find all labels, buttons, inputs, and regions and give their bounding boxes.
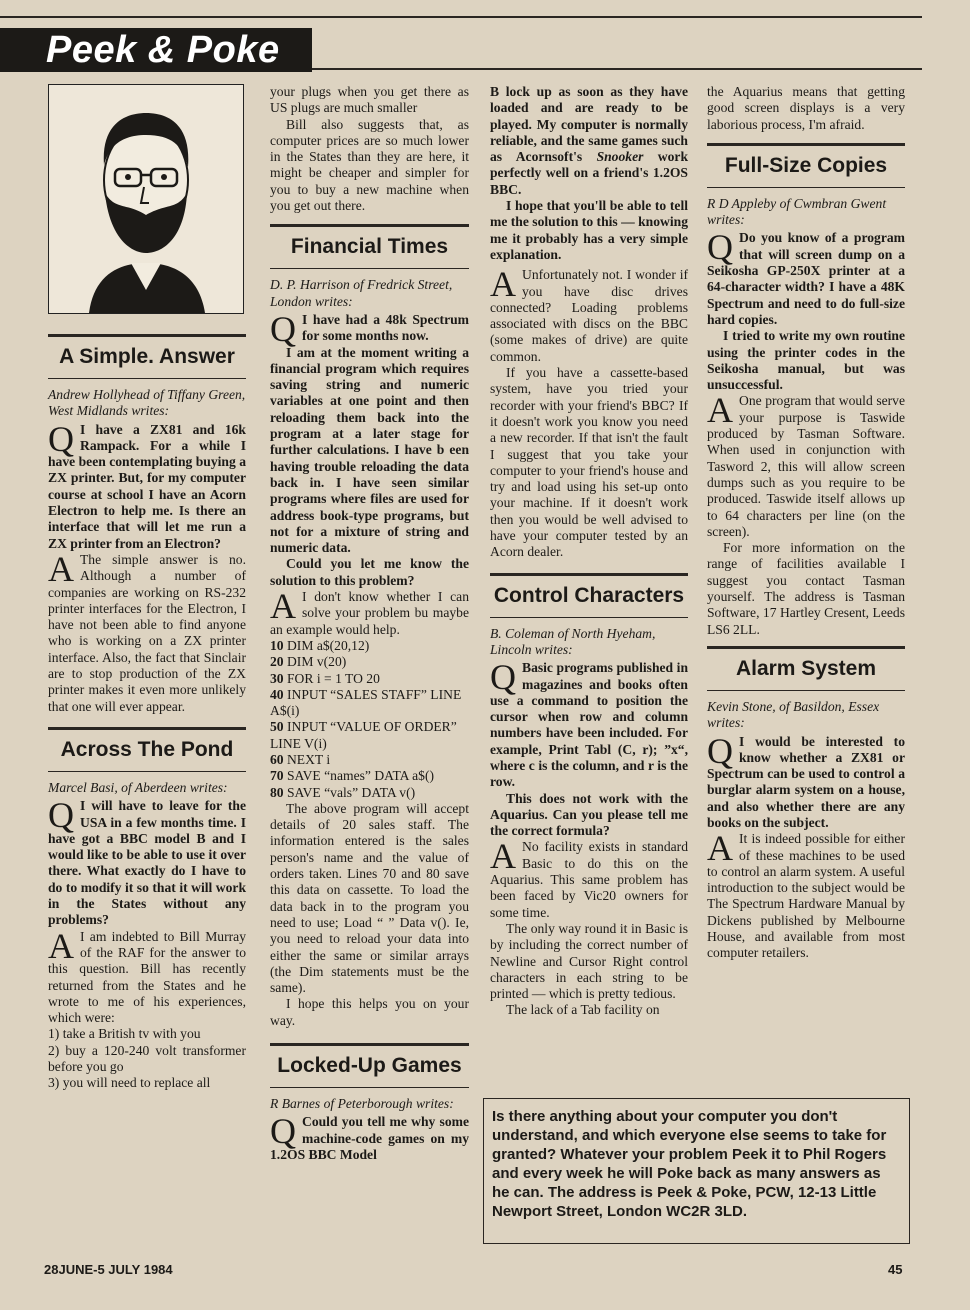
drop-cap-a: A bbox=[48, 548, 74, 589]
answer-text: The lack of a Tab facility on bbox=[506, 1002, 660, 1018]
drop-cap-q: Q bbox=[490, 657, 516, 698]
code-line bbox=[270, 654, 469, 670]
code-line bbox=[270, 752, 469, 768]
code-text: DIM a$(20,12) bbox=[283, 637, 370, 653]
drop-cap-a: A bbox=[270, 586, 296, 627]
drop-cap-q: Q bbox=[707, 227, 733, 268]
answer-text: If you have a cassette-based system, have you tried your recorder with your friend's BBC? If it doesn't work you know you need a new recorder. If that isn't the fault I suggest that you take your computer to your friend's house and try and load using his set-up onto your machine. If it doesn't work then you would be well advised to have your computer tested by an Acorn dealer. bbox=[490, 365, 688, 560]
answer-text: I am indebted to Bill Murray of the RAF for the answer to this question. Bill has recently returned from the States and he wrote to me of his experiences, which were: bbox=[48, 928, 246, 1026]
answer-text: Unfortunately not. I wonder if you have disc drives connected? Loading problems associated with discs on the BBC (some makes of drive) are quite common. bbox=[490, 267, 688, 364]
question-text: I would be interested to know whether a ZX81 or Spectrum can be used to control a burglar alarm system on a house, and also whether there are any books on the subject. bbox=[707, 733, 905, 830]
code-text: DIM v(20) bbox=[283, 654, 347, 670]
answer-text: I hope this helps you on your way. bbox=[270, 996, 469, 1028]
list-item: 2) buy a 120-240 volt transformer before you go bbox=[48, 1042, 246, 1074]
answer-text: No facility exists in standard Basic to do this on the Aquarius. This same problem has been faced by Vic20 owners for some time. bbox=[490, 839, 688, 920]
question-text: Could you tell me why some machine-code games on my 1.2OS BBC Model bbox=[270, 1114, 469, 1162]
code-text: INPUT “VALUE OF ORDER” LINE V(i) bbox=[270, 719, 457, 751]
column-3 bbox=[490, 84, 688, 1019]
line-number: 20 bbox=[270, 654, 284, 670]
question-text: I am at the moment writing a financial program which requires saving string and numeric variables at one point and then reloading them back into the program at a later stage for further calculations. I have b een having trouble reloading the data back in. I have seen similar programs where files are used for address book-type programs, but not for a mixture of string and numeric data. bbox=[270, 344, 469, 556]
code-text: NEXT i bbox=[283, 751, 331, 767]
question-text: This does not work with the Aquarius. Can you please tell me the correct formula? bbox=[490, 790, 688, 839]
line-number: 40 bbox=[270, 686, 284, 702]
byline: D. P. Harrison of Fredrick Street, London writes: bbox=[270, 277, 453, 309]
drop-cap-q: Q bbox=[48, 418, 74, 459]
reader-callout-box: Is there anything about your computer you don't understand, and which everyone else seems to take for granted? Whatever your problem Peek it to Phil Rogers and every week he will Poke back as many answers as he can. The address is Peek & Poke, PCW, 12-13 Little Newport Street, London WC2R 3LD. bbox=[483, 1098, 910, 1244]
code-text: FOR i = 1 TO 20 bbox=[283, 670, 380, 686]
code-text: SAVE “names” DATA a$() bbox=[283, 768, 435, 784]
drop-cap-a: A bbox=[48, 925, 74, 966]
code-line bbox=[270, 719, 469, 752]
question-text: I have a ZX81 and 16k Rampack. For a while I have been contemplating buying a ZX printer. But, for my computer course at school I have an Acorn Electron to help me. Is there an interface that will let me run a ZX printer from an Electron? bbox=[48, 421, 246, 551]
heading-across-the-pond: Across The Pond bbox=[60, 737, 234, 761]
question-text: I hope that you'll be able to tell me the solution to this — knowing me it probably has a very simple explanation. bbox=[490, 198, 688, 262]
line-number: 60 bbox=[270, 751, 284, 767]
banner-rule bbox=[312, 68, 922, 70]
question-text: I will have to leave for the USA in a few months time. I have got a BBC model B and I would like to be able to use it over there. What exactly do I have to do to modify it so that it will work in the States without any problems? bbox=[48, 798, 246, 928]
line-number: 30 bbox=[270, 670, 284, 686]
rule bbox=[48, 378, 246, 379]
code-text: INPUT “SALES STAFF” LINE A$(i) bbox=[270, 686, 462, 719]
byline: R Barnes of Peterborough writes: bbox=[270, 1096, 454, 1112]
line-number: 50 bbox=[270, 719, 284, 735]
answer-text: For more information on the range of facilities available I suggest you contact Tasman yourself. The address is Tasman Software, 17 Hartley Cresent, Leeds LS6 2LL. bbox=[707, 540, 905, 637]
top-rule bbox=[0, 16, 922, 18]
rule bbox=[490, 573, 688, 576]
rule bbox=[270, 268, 469, 269]
rule bbox=[48, 334, 246, 337]
answer-text: the Aquarius means that getting good screen displays is a very laborious process, I'm afraid. bbox=[707, 84, 905, 132]
drop-cap-q: Q bbox=[270, 308, 296, 349]
rule bbox=[48, 771, 246, 772]
drop-cap-q: Q bbox=[48, 795, 74, 836]
code-line bbox=[270, 687, 469, 720]
list-item: 1) take a British tv with you bbox=[48, 1026, 201, 1042]
heading-control-characters: Control Characters bbox=[493, 583, 685, 607]
answer-text: One program that would serve your purpose is Taswide produced by Tasman Software. When used in conjunction with Tasword 2, this will allow screen dumps such as you require to be produced. Taswide itself allows up to 64 characters per line (on the screen). bbox=[707, 393, 905, 539]
line-number: 10 bbox=[270, 637, 284, 653]
issue-date: 28JUNE-5 JULY 1984 bbox=[44, 1262, 173, 1277]
rule bbox=[707, 143, 905, 146]
rule bbox=[270, 224, 469, 227]
rule bbox=[707, 690, 905, 691]
byline: Kevin Stone, of Basildon, Essex writes: bbox=[707, 698, 880, 731]
code-line bbox=[270, 638, 469, 654]
code-line bbox=[270, 671, 469, 687]
answer-text: It is indeed possible for either of these machines to be used to control an alarm system. A useful introduction to the subject would be The Spectrum Hardware Manual by Dickens published by Melbourne House, and available from most computer retailers. bbox=[707, 831, 905, 961]
code-text: SAVE “vals” DATA v() bbox=[283, 784, 416, 800]
list-item: 3) you will need to replace all bbox=[48, 1075, 211, 1091]
rule bbox=[270, 1043, 469, 1046]
rule bbox=[490, 617, 688, 618]
code-listing bbox=[270, 638, 469, 801]
code-line bbox=[270, 768, 469, 784]
question-text: I have had a 48k Spectrum for some months now. bbox=[302, 311, 469, 344]
answer-text: The simple answer is no. Although a number of companies are working on RS-232 printer interfaces for the Electron, I have not been able to find anyone who is working on a ZX printer interface. Also, the fact that Sinclair are to stop production of the ZX printer makes it even more unlikely that one will ever appear. bbox=[48, 551, 246, 714]
heading-full-size-copies: Full-Size Copies bbox=[724, 153, 888, 177]
rule bbox=[270, 1087, 469, 1088]
heading-simple-answer: A Simple. Answer bbox=[59, 345, 235, 368]
rule bbox=[707, 646, 905, 649]
line-number: 70 bbox=[270, 768, 284, 784]
question-text: Do you know of a program that will screen dump on a Seikosha GP-250X printer at a 64-character width? I have a 48K Spectrum and need to do full-size hard copies. bbox=[707, 230, 905, 327]
rule bbox=[48, 727, 246, 730]
heading-alarm-system: Alarm System bbox=[735, 656, 877, 680]
body-text: your plugs when you get there as US plugs are much smaller bbox=[270, 84, 469, 116]
question-italic: Snooker bbox=[596, 149, 644, 165]
page-number: 45 bbox=[888, 1262, 903, 1277]
body-text: Bill also suggests that, as computer prices are so much lower in the States than they are here, it might be cheaper and simpler for you to buy a new machine when you get out there. bbox=[270, 116, 469, 214]
answer-text: The only way round it in Basic is by including the correct number of Newline and Cursor Right control characters in each string to be printed — which is pretty tedious. bbox=[490, 920, 688, 1002]
column-2 bbox=[270, 84, 469, 1163]
heading-locked-up-games: Locked-Up Games bbox=[277, 1054, 462, 1078]
heading-financial-times: Financial Times bbox=[290, 235, 449, 259]
answer-text: I don't know whether I can solve your problem bu maybe an example would help. bbox=[270, 589, 469, 637]
column-4 bbox=[707, 84, 905, 962]
question-text: I tried to write my own routine using the printer codes in the Seikosha manual, but was unsuccessful. bbox=[707, 328, 905, 393]
question-text: B lock up as soon as they have loaded and are ready to be played. My computer is normally reliable, and the same games such as Acornsoft's bbox=[490, 84, 688, 165]
line-number: 80 bbox=[270, 784, 284, 800]
author-portrait bbox=[48, 84, 244, 314]
drop-cap-a: A bbox=[707, 828, 733, 869]
byline: Marcel Basi, of Aberdeen writes: bbox=[48, 779, 228, 795]
drop-cap-q: Q bbox=[707, 730, 733, 771]
rule bbox=[707, 187, 905, 188]
drop-cap-q: Q bbox=[270, 1111, 296, 1152]
column-1 bbox=[48, 84, 246, 1092]
byline: B. Coleman of North Hyeham, Lincoln writes: bbox=[490, 625, 656, 657]
byline: R D Appleby of Cwmbran Gwent writes: bbox=[707, 195, 887, 228]
question-text: work perfectly well on a friend's 1.2OS BBC. bbox=[490, 149, 689, 197]
drop-cap-a: A bbox=[707, 390, 733, 431]
drop-cap-a: A bbox=[490, 264, 516, 305]
code-line bbox=[270, 785, 469, 801]
drop-cap-a: A bbox=[490, 836, 516, 877]
question-text: Could you let me know the solution to this problem? bbox=[270, 556, 469, 588]
question-text: Basic programs published in magazines and books often use a command to position the cursor when row and column numbers have been included. For example, Print Tabl (C, r); ”x“, where c is the column, and r is the row. bbox=[490, 660, 688, 790]
portrait-drawing bbox=[49, 85, 243, 313]
section-banner: Peek & Poke bbox=[0, 28, 312, 72]
byline: Andrew Hollyhead of Tiffany Green, West Midlands writes: bbox=[48, 387, 246, 419]
answer-text: The above program will accept details of 20 sales staff. The information entered is the sales person's name and the value of orders taken. Lines 70 and 80 save this data on cassette. To load the data back in to the program you need to use; Load “ ” Data v(). Ie, you need to reload your data into either the same or similar arrays (the Dim statements must be the same). bbox=[270, 800, 469, 996]
